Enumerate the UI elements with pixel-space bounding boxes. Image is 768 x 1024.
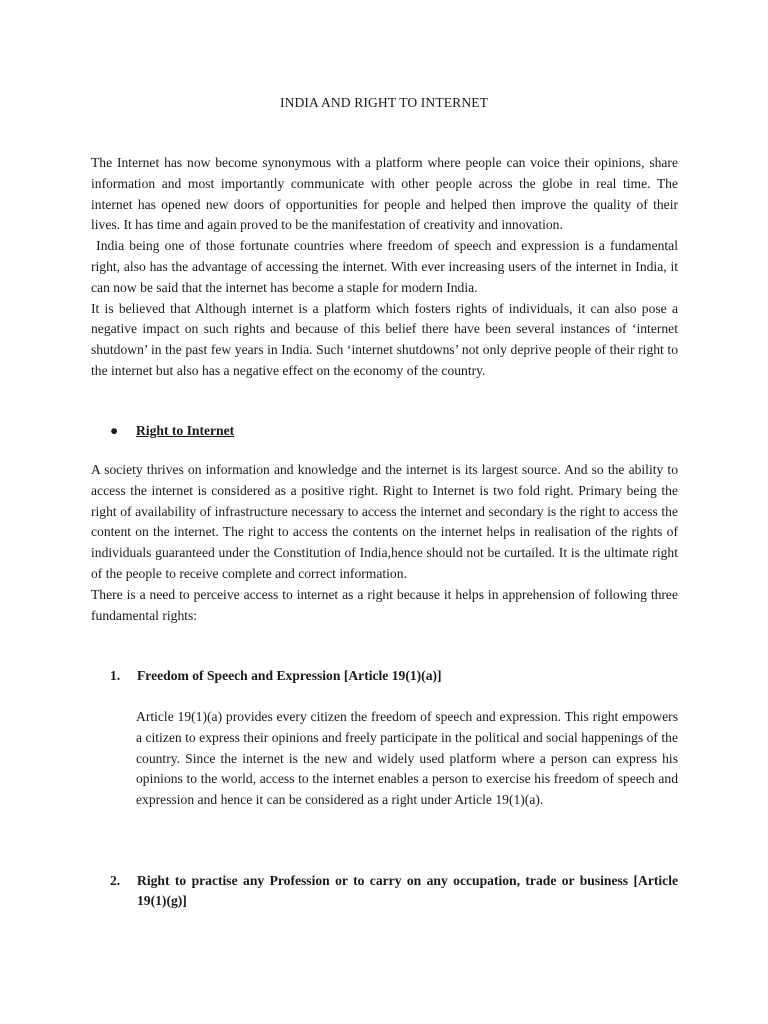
numbered-heading-1 — [110, 666, 442, 686]
numbered-heading-label: Right to practise any Profession or to carry on any occupation, trade or business [Article 19(1)(g)] — [137, 873, 678, 908]
numbered-paragraph-1: Article 19(1)(a) provides every citizen the freedom of speech and expression. This right empowers a citizen to express their opinions and freely participate in the political and social happenings of the country. Since the internet is the new and widely used platform where a person can express his opinions to the world, access to the internet enables a person to exercise his freedom of speech and expression and hence it can be considered as a right under Article 19(1)(a). — [136, 709, 678, 808]
numbered-heading-2 — [110, 871, 678, 911]
intro-paragraph: It is believed that Although internet is a platform which fosters rights of individuals, it can also pose a negative impact on such rights and because of this belief there have been several instances of ‘internet shutdown’ in the past few years in India. Such ‘internet shutdowns’ not only deprive people of their right to the internet but also has a negative effect on the economy of the country. — [91, 300, 678, 378]
section-heading-label: Right to Internet — [136, 423, 235, 438]
right-to-internet-section — [91, 460, 678, 626]
section-paragraph: There is a need to perceive access to internet as a right because it helps in apprehension of following three fundamental rights: — [91, 586, 678, 623]
intro-section — [91, 153, 682, 382]
section-paragraph: A society thrives on information and knowledge and the internet is its largest source. And so the ability to access the internet is considered as a positive right. Right to Internet is two fold right. Primary being the right of availability of infrastructure necessary to access the internet and secondary is the right to access the content on the internet. The right to access the contents on the internet helps in realisation of the rights of individuals guaranteed under the Constitution of India,hence should not be curtailed. It is the ultimate right of the people to receive complete and correct information. — [91, 462, 678, 581]
list-number: 1. — [110, 668, 121, 683]
list-number: 2. — [110, 873, 121, 888]
document-title: INDIA AND RIGHT TO INTERNET — [279, 95, 489, 110]
numbered-heading-label: Freedom of Speech and Expression [Article 19(1)(a)] — [137, 668, 442, 683]
intro-paragraph: The Internet has now become synonymous with a platform where people can voice their opinions, share information and most importantly communicate with other people across the globe in real time. The internet has opened new doors of opportunities for people and helped then improve the quality of their lives. It has time and again proved to be the manifestation of creativity and innovation. — [91, 155, 678, 233]
intro-paragraph: India being one of those fortunate countries where freedom of speech and expression is a fundamental right, also has the advantage of accessing the internet. With ever increasing users of the internet in India, it can now be said that the internet has become a staple for modern India. — [91, 238, 682, 295]
bullet-icon: ● — [110, 423, 119, 438]
section-heading — [110, 421, 234, 441]
